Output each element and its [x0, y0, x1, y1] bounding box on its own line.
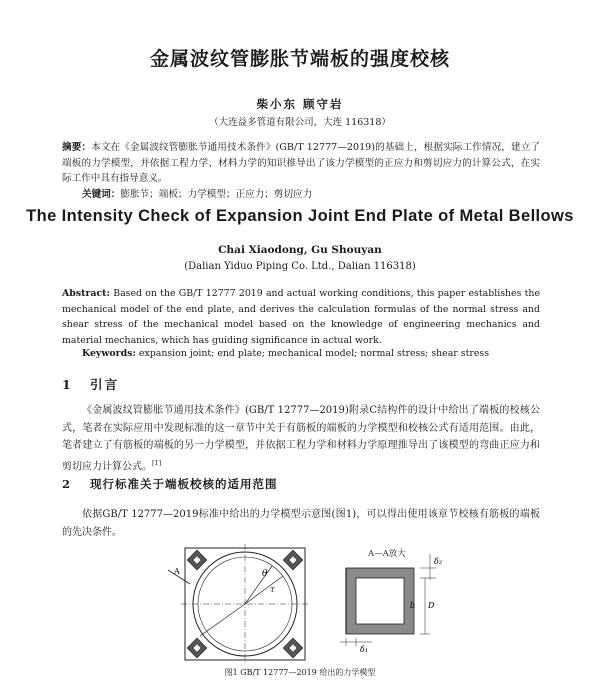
section-1-heading — [62, 375, 119, 393]
section-2-heading — [62, 476, 278, 492]
section-1-title: 引言 — [90, 377, 120, 392]
label-delta1: δ₁ — [360, 645, 369, 654]
figure-1 — [0, 540, 600, 666]
keywords-en-text: expansion joint; end plate; mechanical model; normal stress; shear stress — [135, 348, 489, 359]
label-a-cut: A — [174, 567, 180, 576]
section-2-number: 2 — [62, 477, 72, 491]
affiliation-cn: （大连益多管道有限公司，大连 116318） — [209, 117, 391, 128]
figure-1-caption: 图1 GB/T 12777—2019 给出的力学模型 — [224, 668, 376, 677]
keywords-cn-label: 关键词： — [82, 189, 121, 200]
radius-line — [200, 604, 245, 636]
section-1-paragraph — [62, 402, 540, 476]
abstract-en-text: Based on the GB/T 12777 2019 and actual working conditions, this paper establishes the mechanical model of the end plate, and derives the calculation formulas of the normal stress and shear stress of the mechanical model based on the knowledge of engineering mechanics and material mechanics, which has guiding significance in actual work. — [62, 288, 540, 346]
abstract-cn-label: 摘要： — [62, 142, 92, 153]
paper-title-en: The Intensity Check of Expansion Joint End Plate of Metal Bellows — [26, 207, 574, 225]
label-delta2: δ₂ — [434, 557, 443, 566]
reference-1[interactable]: [1] — [152, 458, 162, 467]
section-1-text: 《金属波纹管膨胀节通用技术条件》(GB/T 12777—2019)附录C结构件的设计中给出了端板的校核公式，笔者在实际应用中发现标准的这一章节中关于有筋板的端板的力学模型和校核公式有适用范围。由此，笔者建立了有筋板的端板的另一力学模型，并依据工程力学和材料力学原理推导出了该模型的弯曲正应力和剪切应力计算公式。 — [62, 405, 540, 473]
label-tau: τ — [270, 585, 275, 594]
keywords-en — [82, 346, 542, 361]
label-section-aa: A—A放大 — [368, 549, 406, 559]
angle-line-1 — [245, 566, 272, 604]
keywords-cn — [82, 187, 542, 202]
authors-cn: 柴小东 顾守岩 — [256, 97, 344, 111]
abstract-en-label: Abstract: — [62, 288, 110, 299]
label-theta: θ — [262, 569, 268, 579]
authors-en: Chai Xiaodong, Gu Shouyan — [218, 244, 382, 256]
section-2-paragraph: 依据GB/T 12777—2019标准中给出的力学模型示意图(图1)，可以得出使用该章节校核有筋板的端板的先决条件。 — [62, 509, 540, 538]
abstract-cn-text: 本文在《金属波纹管膨胀节通用技术条件》(GB/T 12777—2019)的基础上，根据实际工作情况，建立了端板的力学模型，并依据工程力学、材料力学的知识推导出了该力学模型的正应力和剪切应力的计算公式，在实际工作中具有指导意义。 — [62, 142, 540, 184]
section-inner — [356, 578, 404, 624]
abstract-cn — [62, 140, 540, 187]
paper-title-cn: 金属波纹管膨胀节端板的强度校核 — [149, 48, 450, 70]
angle-line-2 — [245, 576, 283, 604]
label-d: D — [428, 601, 435, 610]
affiliation-en: (Dalian Yiduo Piping Co. Ltd., Dalian 116318) — [184, 261, 416, 272]
label-b: b — [410, 601, 416, 610]
abstract-en — [62, 286, 540, 348]
keywords-en-label: Keywords: — [82, 348, 136, 359]
keywords-cn-text: 膨胀节；端板；力学模型；正应力；剪切应力 — [120, 189, 313, 200]
section-2-title: 现行标准关于端板校核的适用范围 — [90, 477, 278, 491]
section-1-number: 1 — [62, 377, 73, 392]
end-plate-front-view — [168, 544, 309, 664]
section-aa-view — [340, 548, 436, 646]
